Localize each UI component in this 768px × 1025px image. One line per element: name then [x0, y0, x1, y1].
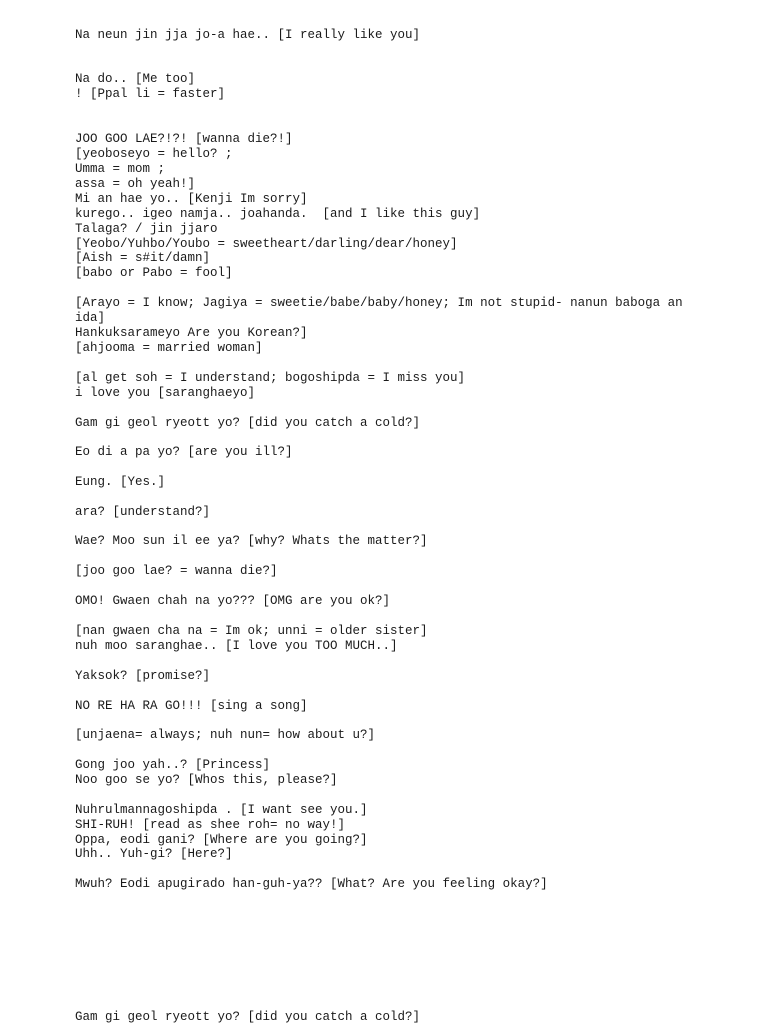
text-line: Umma = mom ;	[75, 162, 166, 176]
text-line: Na neun jin jja jo-a hae.. [I really like you]	[75, 28, 421, 42]
text-line: Oppa, eodi gani? [Where are you going?]	[75, 833, 368, 847]
text-line: Uhh.. Yuh-gi? [Here?]	[75, 847, 233, 861]
text-line: assa = oh yeah!]	[75, 177, 196, 191]
text-line: Gong joo yah..? [Princess]	[75, 758, 271, 772]
text-line: Eo di a pa yo? [are you ill?]	[75, 445, 293, 459]
text-line: [Yeobo/Yuhbo/Youbo = sweetheart/darling/dear/honey]	[75, 237, 458, 251]
text-line: [babo or Pabo = fool]	[75, 266, 233, 280]
text-line: [al get soh = I understand; bogoshipda = I miss you]	[75, 371, 466, 385]
text-line: Hankuksarameyo Are you Korean?]	[75, 326, 308, 340]
text-line: [Arayo = I know; Jagiya = sweetie/babe/baby/honey; Im not stupid- nanun baboga an	[75, 296, 683, 310]
cut-off-line	[75, 1010, 765, 1024]
text-line: Noo goo se yo? [Whos this, please?]	[75, 773, 338, 787]
text-line: OMO! Gwaen chah na yo??? [OMG are you ok?]	[75, 594, 391, 608]
text-line: [ahjooma = married woman]	[75, 341, 263, 355]
text-line: nuh moo saranghae.. [I love you TOO MUCH..]	[75, 639, 398, 653]
text-line: [nan gwaen cha na = Im ok; unni = older sister]	[75, 624, 428, 638]
text-line: ida]	[75, 311, 106, 325]
text-line: NO RE HA RA GO!!! [sing a song]	[75, 699, 308, 713]
text-line: kurego.. igeo namja.. joahanda. [and I like this guy]	[75, 207, 481, 221]
text-line: Mi an hae yo.. [Kenji Im sorry]	[75, 192, 308, 206]
text-line: [joo goo lae? = wanna die?]	[75, 564, 278, 578]
text-line: [Aish = s#it/damn]	[75, 251, 211, 265]
text-line: ara? [understand?]	[75, 505, 211, 519]
text-line: [yeoboseyo = hello? ;	[75, 147, 233, 161]
text-line: Nuhrulmannagoshipda . [I want see you.]	[75, 803, 368, 817]
text-line: Wae? Moo sun il ee ya? [why? Whats the matter?]	[75, 534, 428, 548]
text-line: Mwuh? Eodi apugirado han-guh-ya?? [What? Are you feeling okay?]	[75, 877, 548, 891]
text-line: JOO GOO LAE?!?! [wanna die?!]	[75, 132, 293, 146]
text-line: Yaksok? [promise?]	[75, 669, 211, 683]
text-line: [unjaena= always; nuh nun= how about u?]	[75, 728, 376, 742]
text-line: Gam gi geol ryeott yo? [did you catch a cold?]	[75, 416, 421, 430]
text-line: Na do.. [Me too]	[75, 72, 196, 86]
text-line: Gam gi geol ryeott yo? [did you catch a cold?]	[75, 1010, 421, 1024]
text-line: i love you [saranghaeyo]	[75, 386, 256, 400]
text-line: ! [Ppal li = faster]	[75, 87, 226, 101]
text-line: SHI-RUH! [read as shee roh= no way!]	[75, 818, 346, 832]
text-line: Talaga? / jin jjaro	[75, 222, 218, 236]
text-line: Eung. [Yes.]	[75, 475, 166, 489]
